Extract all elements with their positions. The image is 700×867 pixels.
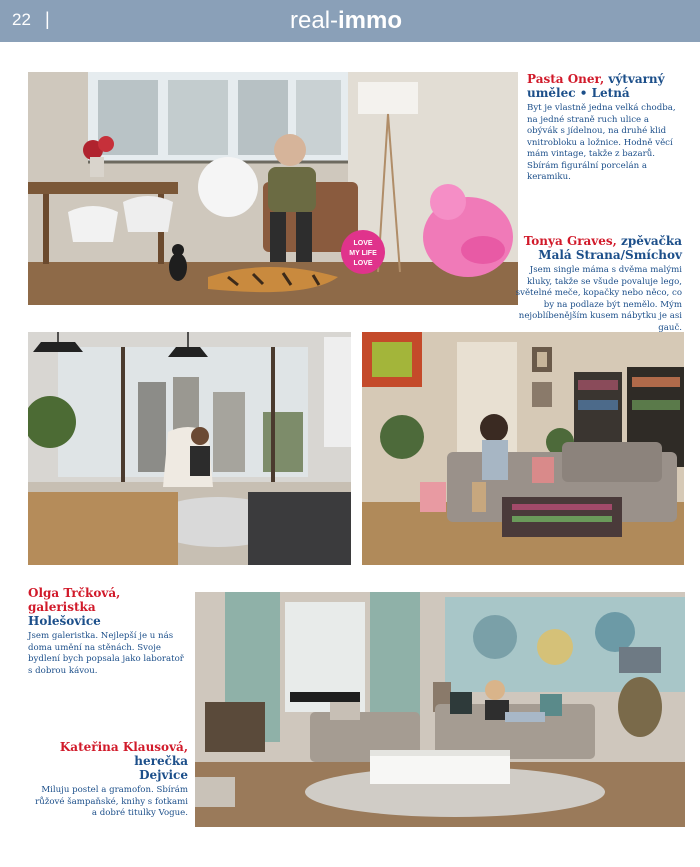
caption-katerina-name: Kateřina Klausová,: [59, 740, 188, 754]
header-separator: |: [45, 9, 50, 29]
sticker-line2: MY LIFE: [349, 250, 377, 257]
love-my-life-sticker: [341, 230, 385, 274]
caption-tonya-graves: [508, 234, 682, 334]
brand-light: real-: [290, 7, 339, 34]
photo-pasta-oner-apartment: [28, 72, 518, 305]
sticker-line1: LOVE: [353, 240, 373, 247]
photo-katerina-klausova-apartment: [195, 592, 685, 827]
caption-pasta-heading: [527, 72, 682, 86]
caption-pasta-name: Pasta Oner,: [527, 72, 605, 86]
sticker-line3: LOVE: [353, 260, 373, 267]
caption-tonya-name: Tonya Graves,: [523, 234, 617, 248]
caption-pasta-role: výtvarný: [608, 72, 665, 86]
caption-tonya-role: zpěvačka: [621, 234, 682, 248]
caption-olga-name-line2: galeristka: [28, 600, 96, 614]
photo-tonya-graves-apartment: [362, 332, 684, 565]
caption-katerina-role: herečka: [134, 754, 188, 768]
caption-katerina-klausova: [28, 740, 188, 820]
magazine-brand: [290, 7, 402, 35]
photo-olga-trckova-apartment: [28, 332, 351, 565]
brand-bold: immo: [338, 7, 403, 34]
caption-katerina-text: Miluju postel a gramofon. Sbírám růžové šampaňské, knihy s fotkami a dobré titulky Vogue.: [35, 785, 188, 818]
caption-olga-location: Holešovice: [28, 614, 101, 628]
page-header: [0, 0, 700, 42]
caption-pasta-oner: [527, 72, 682, 184]
caption-tonya-heading: [508, 234, 682, 248]
page-number: 22: [12, 10, 31, 29]
caption-tonya-text: Jsem single máma s dvěma malými kluky, takže se všude povaluje lego, světelné meče, kopačky nebo něco, co by na podlaze být nemělo. Mým nejoblíbenějším kusem nábytku je asi gauč.: [515, 265, 682, 333]
caption-olga-text: Jsem galeristka. Nejlepší je u nás doma umění na stěnách. Svoje bydlení bych popsala jako laboratoř s dobrou kávou.: [28, 631, 184, 676]
caption-pasta-text: Byt je vlastně jedna velká chodba, na jedné straně ruch ulice a obývák s jídelnou, na druhé klid vnitrobloku a ložnice. Hodně věcí mám vintage, takže z bazarů. Sbírám figurální porcelán a keramiku.: [527, 103, 676, 182]
caption-olga-trckova: [28, 586, 186, 677]
caption-katerina-location: Dejvice: [139, 768, 188, 782]
caption-olga-name-line1: Olga Trčková,: [28, 586, 121, 600]
caption-tonya-role-line2: Malá Strana/Smíchov: [538, 248, 682, 262]
caption-pasta-role-line2: umělec • Letná: [527, 86, 630, 100]
